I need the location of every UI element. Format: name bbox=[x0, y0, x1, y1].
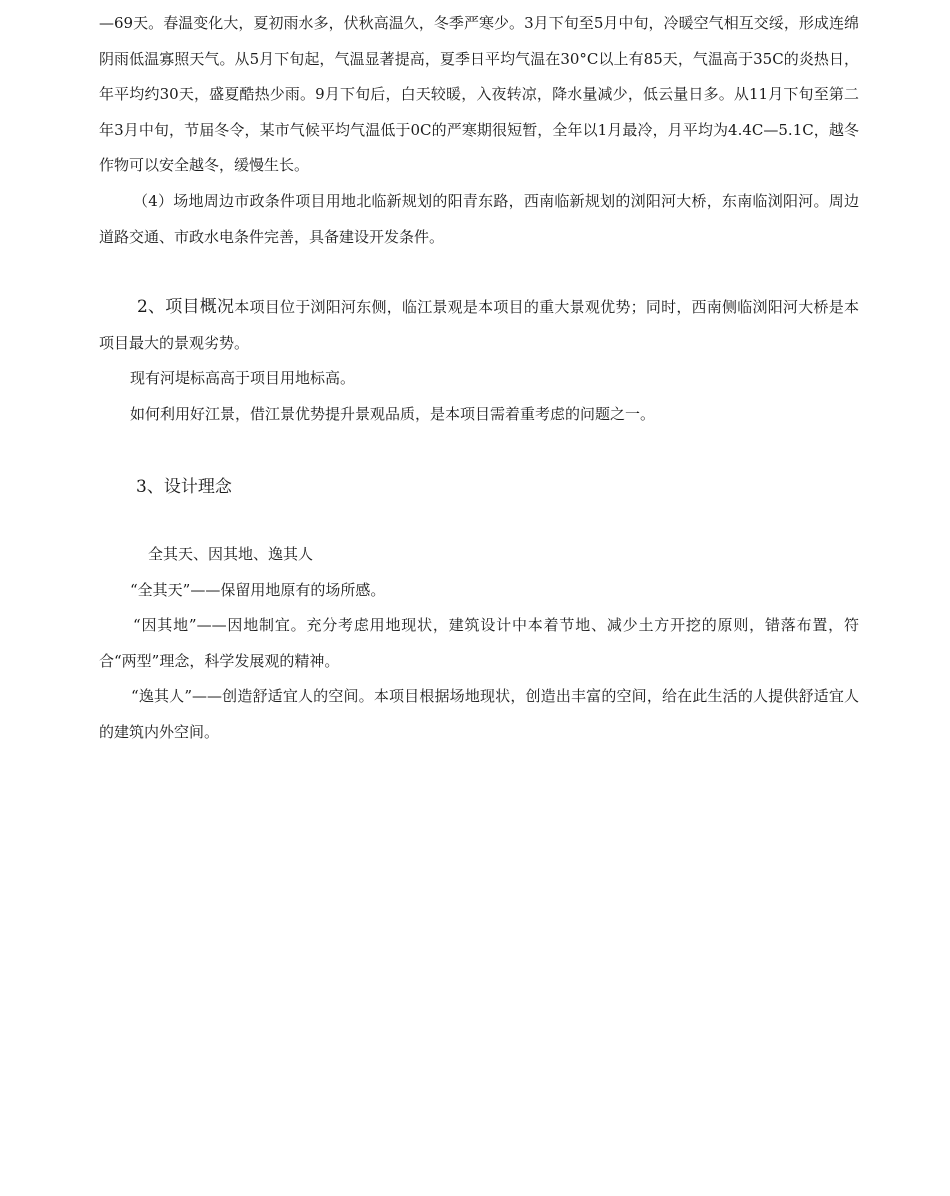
concept-land-paragraph: “因其地”——因地制宜。充分考虑用地现状，建筑设计中本着节地、减少土方开挖的原则，错落布置，符合“两型”理念，科学发展观的精神。 bbox=[99, 616, 859, 670]
concept-people-paragraph: “逸其人”——创造舒适宜人的空间。本项目根据场地现状，创造出丰富的空间，给在此生活的人提供舒适宜人的建筑内外空间。 bbox=[99, 687, 859, 741]
municipal-conditions-paragraph: （4）场地周边市政条件项目用地北临新规划的阳青东路，西南临新规划的浏阳河大桥，东南临浏阳河。周边道路交通、市政水电条件完善，具备建设开发条件。 bbox=[99, 192, 859, 246]
project-overview-text: 本项目位于浏阳河东侧，临江景观是本项目的重大景观优势；同时，西南侧临浏阳河大桥是本项目最大的景观劣势。 bbox=[99, 298, 859, 352]
river-view-note: 如何利用好江景，借江景优势提升景观品质，是本项目需着重考虑的问题之一。 bbox=[130, 405, 656, 423]
project-overview-heading: 2、项目概况 bbox=[137, 297, 235, 317]
concept-sky-line: “全其天”——保留用地原有的场所感。 bbox=[130, 581, 386, 599]
embankment-note: 现有河堤标高高于项目用地标高。 bbox=[130, 369, 356, 387]
design-concept-heading: 3、设计理念 bbox=[136, 477, 232, 497]
climate-paragraph: —69天。春温变化大，夏初雨水多，伏秋高温久，冬季严寒少。3月下旬至5月中旬，冷暖空气相互交绥，形成连绵阴雨低温寡照天气。从5月下旬起，气温显著提高，夏季日平均气温在30°C以上有85天，气温高于35C的炎热日，年平均约30天，盛夏酷热少雨。9月下旬后，白天较暖，入夜转凉，降水量减少，低云量日多。从11月下旬至第二年3月中旬，节届冬令，某市气候平均气温低于0C的严寒期很短暂，全年以1月最冷，月平均为4.4C—5.1C，越冬作物可以安全越冬，缓慢生长。 bbox=[99, 14, 859, 174]
design-concept-motto: 全其天、因其地、逸其人 bbox=[148, 545, 314, 563]
project-overview-paragraph bbox=[99, 290, 859, 361]
